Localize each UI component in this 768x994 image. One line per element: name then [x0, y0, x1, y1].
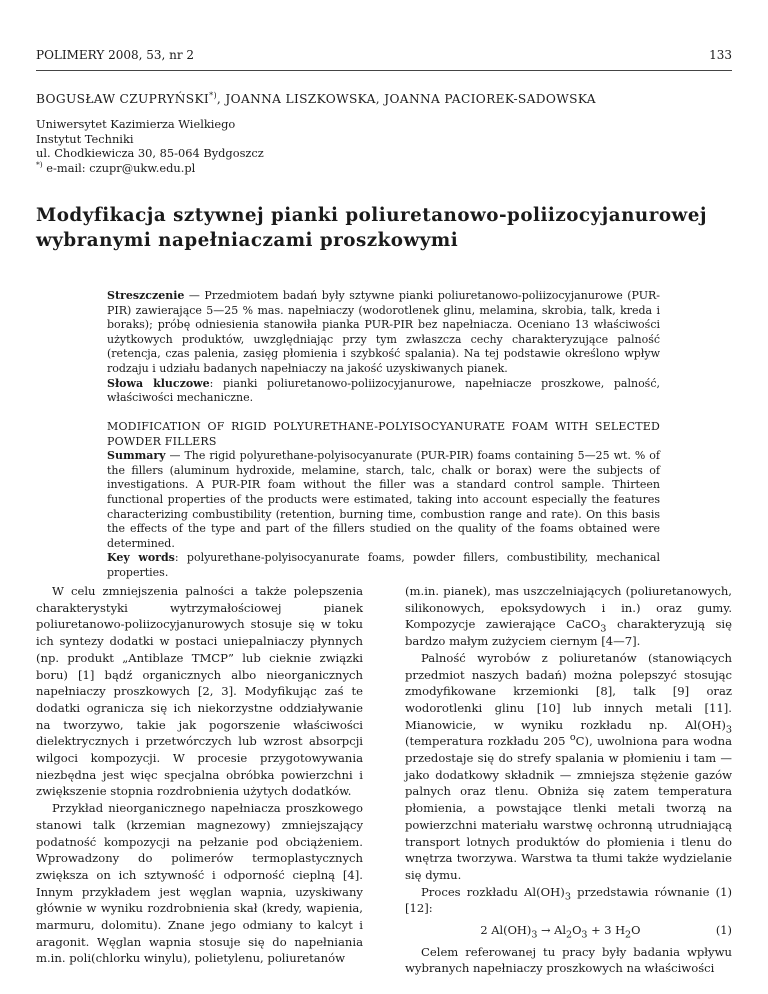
author-list	[36, 92, 596, 106]
body-paragraph	[405, 583, 732, 650]
equation-number: (1)	[715, 923, 732, 938]
abstract-pl-text: — Przedmiotem badań były sztywne pianki poliuretanowo-poliizocyjanurowe (PUR-PIR) zawierające 5—25 % mas. napełniaczy (wodorotlenek glinu, melamina, skrobia, talk, kreda i boraks); próbę odniesienia stanowiła pianka PUR-PIR bez napełniacza. Oceniano 13 właściwości użytkowych produktów, uwzględniając przy tym zwłaszcza cechy charakteryzujące palność (retencja, czas palenia, zasięg płomienia i szybkość spalania). Na tej podstawie określono wpływ rodzaju i udziału badanych napełniaczy na jakość uzyskiwanych pianek.	[107, 289, 660, 375]
abstract-pl-body	[107, 289, 660, 377]
body-paragraph: W celu zmniejszenia palności a także polepszenia charakterystyki wytrzymałościowej pianek poliuretanowo-poliizocyjanurowych stosuje się w toku ich syntezy dodatki w postaci uniepalniaczy płynnych (np. produkt „Antiblaze TMCP” lub cieknie związki boru) [1] bądź organicznych albo nieorganicznych napełniaczy proszkowych [2, 3]. Modyfikując zaś te dodatki ogranicza się ich niekorzystne oddziaływanie na tworzywo, takie jak pogorszenie właściwości dielektrycznych i przetwórczych lub wzrost absorpcji wilgoci kompozycji. W procesie przygotowywania niezbędna jest więc specjalna obróbka powierzchni i zwiększenie stopnia rozdrobnienia użytych dodatków.	[36, 584, 363, 799]
eq-run: → Al	[537, 923, 567, 938]
text-run: C), uwolniona para wodna przedostaje się do strefy spalania w płomieniu i tam — jako dodatkowy składnik — zmniejsza stężenie gazów palnych oraz tlenu. Obniża się zatem temperatura płomienia, a powstające tlenki metali tworzą na powierzchni materiału warstwę ochronną utrudniającą transport lotnych produktów do płomienia i tlenu do wnętrza tworzywa. Warstwa ta tłumi także wydzielanie się dymu.	[405, 734, 732, 882]
author-first: BOGUSŁAW CZUPRYŃSKI	[36, 92, 210, 106]
abstract-en-body	[107, 449, 660, 551]
text-run: charakteryzują się bardzo małym zużyciem ciernym [4—7].	[405, 617, 732, 649]
keywords-en	[107, 551, 660, 580]
keywords-pl-text: : pianki poliuretanowo-poliizocyjanurowe, napełniacze proszkowe, palność, właściwości mechaniczne.	[107, 376, 660, 405]
header-rule	[36, 70, 732, 71]
text-run: Proces rozkładu Al(OH)	[421, 884, 565, 899]
subscript: 3	[581, 929, 588, 941]
abstract-polish	[107, 289, 660, 406]
paper-title-line-1: Modyfikacja sztywnej pianki poliuretanowo-poliizocyjanurowej	[36, 205, 708, 226]
keywords-pl-label: Słowa kluczowe	[107, 376, 210, 390]
body-column-right	[405, 583, 732, 977]
subscript: 2	[625, 929, 632, 941]
equation-body	[405, 922, 716, 939]
text-run: (temperatura rozkładu 205	[405, 734, 570, 749]
body-paragraph: Celem referowanej tu pracy były badania wpływu wybranych napełniaczy proszkowych na właściwości	[405, 944, 732, 976]
eq-run: + 3 H	[587, 923, 626, 938]
eq-run: 2 Al(OH)	[480, 923, 532, 938]
affiliation-address: ul. Chodkiewicza 30, 85-064 Bydgoszcz	[36, 146, 264, 161]
journal-citation: POLIMERY 2008, 53, nr 2	[36, 48, 195, 62]
body-paragraph	[405, 884, 732, 917]
body-paragraph: Przykład nieorganicznego napełniacza proszkowego stanowi talk (krzemian magnezowy) zmniejszający podatność kompozycji na pełzanie pod obciążeniem. Wprowadzony do polimerów termoplastycznych zwiększa on ich sztywność i odporność cieplną [4]. Innym przykładem jest węglan wapnia, uzyskiwany głównie w wyniku rozdrobnienia skał (kredy, wapienia, marmuru, dolomitu). Znane jego odmiany to kalcyt i aragonit. Węglan wapnia stosuje się do napełniania m.in. poli(chlorku winylu), polietylenu, poliuretanów	[36, 801, 363, 966]
subscript: 3	[600, 623, 607, 635]
body-column-left	[36, 583, 363, 967]
abstract-en-label: Summary	[107, 449, 166, 463]
eq-run: O	[631, 923, 641, 938]
keywords-en-text: : polyurethane-polyisocyanurate foams, powder fillers, combustibility, mechanical properties.	[107, 551, 661, 579]
affiliation-institute: Instytut Techniki	[36, 131, 134, 146]
page-number: 133	[709, 48, 732, 62]
keywords-pl	[107, 377, 660, 406]
abstract-pl-label: Streszczenie	[107, 289, 185, 302]
english-title: MODIFICATION OF RIGID POLYURETHANE-POLYISOCYANURATE FOAM WITH SELECTED POWDER FILLERS	[107, 420, 660, 448]
affiliation	[36, 117, 264, 175]
author-email: e-mail: czupr@ukw.edu.pl	[42, 160, 196, 175]
author-mark: *)	[209, 90, 217, 100]
running-header	[36, 48, 732, 62]
subscript: 3	[564, 890, 571, 902]
affiliation-email-line	[36, 161, 264, 176]
text-run: Palność wyrobów z poliuretanów (stanowiących przedmiot naszych badań) można polepszyć stosując zmodyfikowane krzemionki [8], talk [9] oraz wodorotlenki glinu [10] lub innych metali [11]. Mianowicie, w wyniku rozkładu np. Al(OH)	[405, 650, 732, 732]
equation-1	[405, 922, 732, 939]
text-run: przedstawia równanie (1) [12]:	[405, 884, 732, 916]
subscript: 3	[531, 929, 538, 941]
degree-superscript: o	[569, 732, 576, 744]
eq-run: O	[572, 923, 582, 938]
text-run: (m.in. pianek), mas uszczelniających (poliuretanowych, silikonowych, epoksydowych i in.) oraz gumy. Kompozycje zawierające CaCO	[405, 584, 732, 632]
abstract-en-text: — The rigid polyurethane-polyisocyanurate (PUR-PIR) foams containing 5—25 wt. % of the fillers (aluminum hydroxide, melamine, starch, talc, chalk or borax) were the subjects of investigations. A PUR-PIR foam without the filler was a standard control sample. Thirteen functional properties of the products were estimated, taking into account especially the features characterizing combustibility (retention, burning time, combustion range and rate). On this basis the effects of the type and part of the fillers studied on the quality of the foams obtained were determined.	[107, 449, 660, 550]
paper-title	[36, 203, 707, 253]
affiliation-university: Uniwersytet Kazimierza Wielkiego	[36, 117, 236, 131]
keywords-en-label: Key words	[107, 551, 175, 565]
email-mark: *)	[36, 159, 43, 169]
paper-title-line-2: wybranymi napełniaczami proszkowymi	[36, 230, 459, 251]
subscript: 2	[566, 929, 573, 941]
body-paragraph	[405, 650, 732, 884]
abstract-english	[107, 420, 660, 581]
subscript: 3	[725, 723, 732, 735]
author-rest: , JOANNA LISZKOWSKA, JOANNA PACIOREK-SADOWSKA	[216, 92, 596, 106]
